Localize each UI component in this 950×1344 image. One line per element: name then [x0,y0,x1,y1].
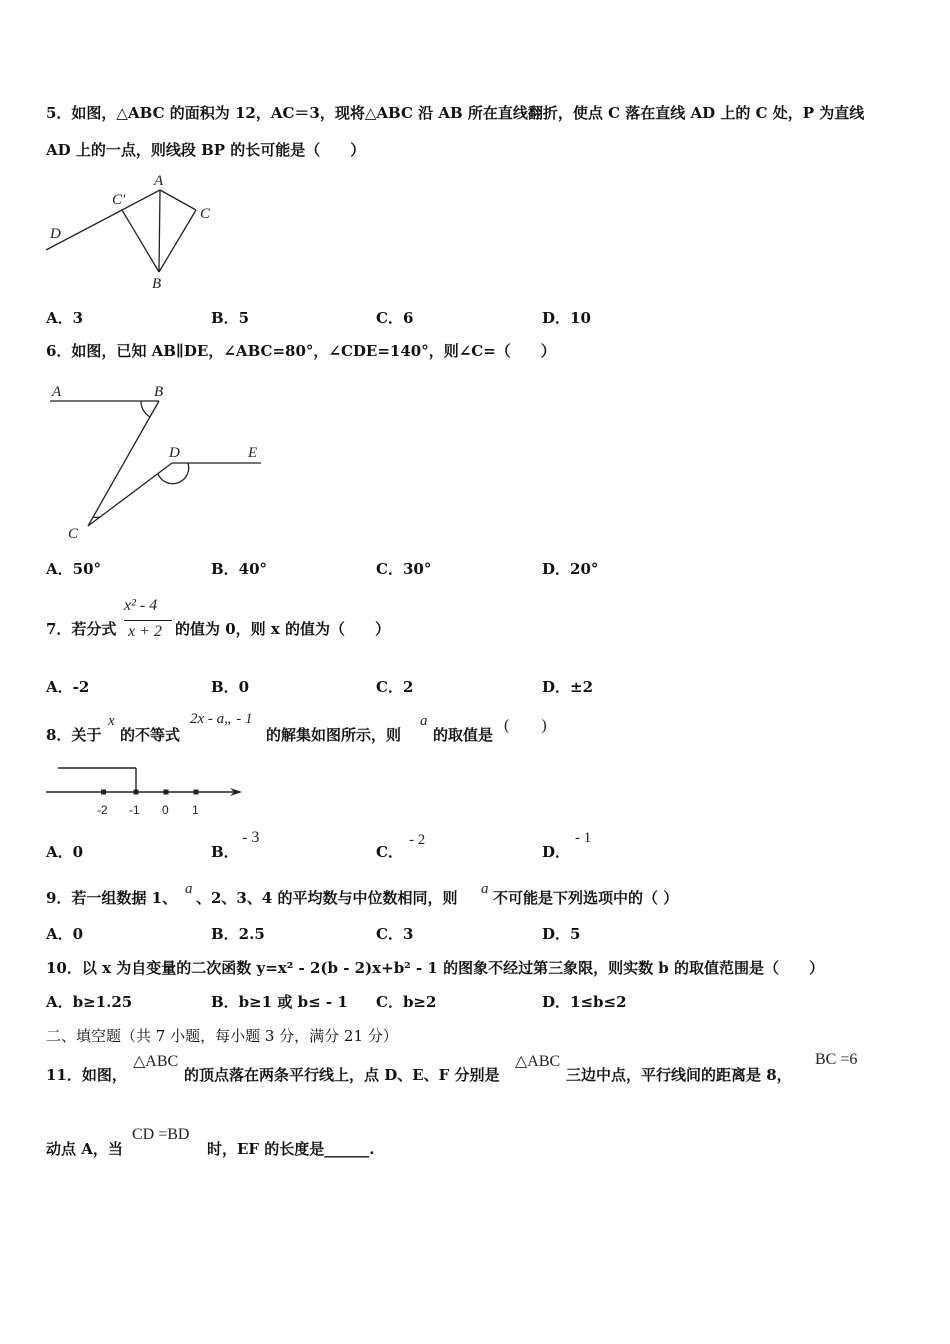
q8-option-d: D． [542,843,571,861]
q10-option-a: A．b≥1.25 [46,993,133,1011]
q6-option-d: D．20° [542,560,599,578]
q9-prefix: 9．若一组数据 1、 [46,889,178,907]
q6-figure [46,380,276,550]
q5-option-c: C．6 [376,309,414,327]
q5-line2: AD 上的一点，则线段 BP 的长可能是（ ） [46,141,366,159]
q6-angle-c [93,517,100,518]
q8-prefix: 8．关于 [46,726,102,744]
q6-option-a: A．50° [46,560,102,578]
q5-option-a: A．3 [46,309,84,327]
q6-seg-cd [88,463,172,526]
q8-suffix: 的取值是 [433,726,494,744]
q10-option-d: D．1≤b≤2 [542,993,627,1011]
q7-option-a: A．-2 [46,678,90,696]
q6-label-e: E [248,445,258,461]
q5-label-a: A [154,173,164,189]
q10-option-b: B．b≥1 或 b≤ - 1 [211,993,348,1011]
q8-option-c-value: - 2 [409,832,426,848]
q6-label-a: A [52,384,62,400]
q8-option-c: C． [376,843,403,861]
q7-fraction-bar [124,620,172,621]
q11-mid1: 的顶点落在两条平行线上，点 D、E、F 分别是 [184,1066,500,1084]
q11-prefix: 11．如图， [46,1066,127,1084]
q6-angle-d [158,463,189,484]
q5-label-cp: C′ [112,192,126,208]
q6-angle-b [141,401,150,417]
q5-label-d: D [50,226,61,242]
q8-tick--2 [101,790,106,795]
q5-figure [40,172,230,294]
q9-suffix: 不可能是下列选项中的（ ） [493,889,679,907]
q5-seg-ab [159,190,160,272]
q8-tick-label--2: -2 [97,803,108,817]
q10-option-c: C．b≥2 [376,993,437,1011]
q9-var-a2: a [481,881,489,897]
q6-question: 6．如图，已知 AB∥DE，∠ABC=80°，∠CDE=140°，则∠C=（ ） [46,342,556,360]
q8-tick-label--1: -1 [129,803,140,817]
q7-numerator: x² - 4 [124,597,158,614]
q6-option-c: C．30° [376,560,432,578]
q8-option-b-value: - 3 [242,829,260,846]
q9-option-a: A．0 [46,925,84,943]
q11-math-triangle-2: △ABC [515,1053,561,1070]
q10-question: 10．以 x 为自变量的二次函数 y=x² - 2(b - 2)x+b² - 1 的图象不经过第三象限，则实数 b 的取值范围是（ ） [46,959,825,977]
q5-seg-bc [159,210,196,272]
q8-number-line [44,764,254,820]
q9-option-d: D．5 [542,925,581,943]
q8-option-a: A．0 [46,843,84,861]
q7-prefix: 7．若分式 [46,620,117,638]
q5-option-b: B．5 [211,309,250,327]
q8-var-x: x [108,713,115,729]
q8-paren: ( ) [504,717,547,734]
q7-suffix: 的值为 0，则 x 的值为（ ） [175,620,391,638]
q11-math-triangle-1: △ABC [133,1053,179,1070]
q9-mid: 、2、3、4 的平均数与中位数相同，则 [196,889,458,907]
q6-label-b: B [154,384,164,400]
q5-seg-bcp [122,210,159,272]
q8-tick-1 [194,790,199,795]
q8-tick-0 [164,790,169,795]
q8-mid2: 的解集如图所示，则 [266,726,402,744]
q8-option-b: B． [211,843,239,861]
q5-line-ad [46,190,160,250]
q8-tick-label-0: 0 [162,803,169,817]
q7-option-b: B．0 [211,678,250,696]
q6-seg-bc [88,401,159,526]
q9-var-a1: a [185,881,193,897]
q5-option-d: D．10 [542,309,591,327]
q7-denominator: x + 2 [128,623,162,640]
q6-label-d: D [169,445,180,461]
q8-tick--1 [134,790,139,795]
q11-math-cd-bd: CD =BD [132,1126,190,1143]
q5-line1: 5．如图，△ABC 的面积为 12，AC＝3，现将△ABC 沿 AB 所在直线翻折，使点 C 落在直线 AD 上的 C 处，P 为直线 [46,104,865,122]
q7-option-d: D．±2 [542,678,594,696]
q6-label-c: C [68,526,79,542]
q9-option-b: B．2.5 [211,925,265,943]
q9-option-c: C．3 [376,925,414,943]
q8-tick-label-1: 1 [192,803,199,817]
q8-var-a: a [420,713,428,729]
q5-label-b: B [152,276,162,292]
q11-line2-suffix: 时，EF 的长度是______. [207,1140,375,1158]
q5-label-c: C [200,206,211,222]
q8-option-d-value: - 1 [575,830,592,846]
q8-inequality: 2x - a„ - 1 [190,711,253,727]
q7-option-c: C．2 [376,678,414,696]
q11-mid2: 三边中点，平行线间的距离是 8， [566,1066,792,1084]
q11-line2-prefix: 动点 A，当 [46,1140,123,1158]
section-heading-fill-blank: 二、填空题（共 7 小题，每小题 3 分，满分 21 分） [46,1027,398,1045]
q6-option-b: B．40° [211,560,268,578]
q5-seg-ac [160,190,196,210]
q11-math-bc: BC =6 [815,1051,858,1068]
q8-mid1: 的不等式 [120,726,181,744]
